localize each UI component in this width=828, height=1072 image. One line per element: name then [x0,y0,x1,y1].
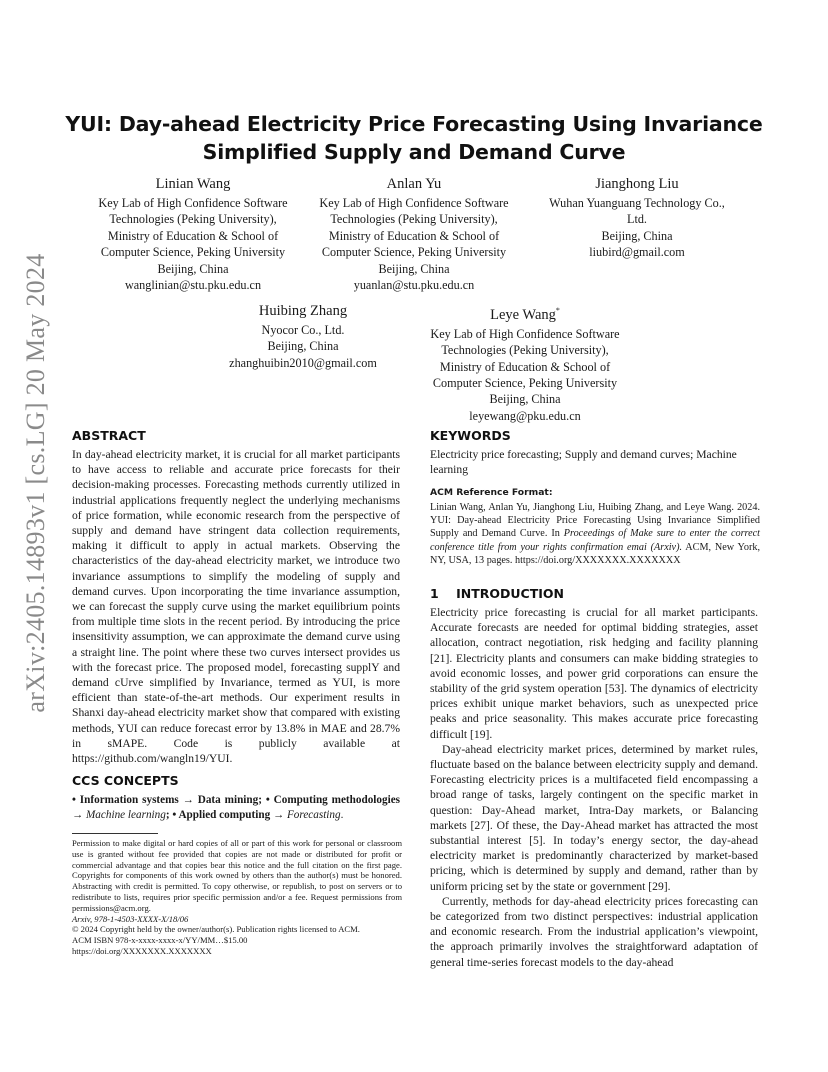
author-email: leyewang@pku.edu.cn [469,408,581,423]
arxiv-sidebar [0,0,50,1072]
affiliation-line: Key Lab of High Confidence Software [430,326,620,341]
author-email: yuanlan@stu.pku.edu.cn [353,278,475,293]
acm-reference-main: Linian Wang, Anlan Yu, Jianghong Liu, Huibing Zhang, and Leye Wang. 2024. YUI: Day-ahead Electricity Price Forecasting Using Invariance Simplified Supply and Demand Curve. In [430,502,760,540]
ccs-item: • Computing methodologies [265,794,401,806]
isbn-line: ACM ISBN 978-x-xxxx-xxxx-x/YY/MM…$15.00 [72,935,248,946]
author-name: Huibing Zhang [258,303,348,319]
author-email: zhanghuibin2010@gmail.com [229,355,377,370]
intro-paragraph: Electricity price forecasting is crucial for all market participants. Accurate forecasts are needed for optimal bidding strategies, asset allocation, contract negotiation, risk hedging and facility planning [21]. Electricity plants and consumers can make bidding strategies to avoid economic losses, and power grid corporations can ensure the stability of the grid system operation [53]. The dynamics of electricity prices exhibit unique market behaviors, such as unexpected price peaks and price seasonality. This makes accurate price forecasting difficult [19]. [430,606,758,741]
intro-paragraph: Day-ahead electricity market prices, determined by market rules, fluctuate based on the balance between electricity supply and demand. Forecasting electricity prices is a multifaceted field encompassing a broad range of tasks, largely contingent on the specific market in question: Day-Ahead market, Intra-Day markets, or Balancing markets [27]. Of these, the Day-Ahead market has attracted the most substantial interest [5]. In today’s energy sector, the day-ahead electricity market is predominantly characterized by market-based pricing, which is determined by supply and demand, rather than by uniform pricing set by the state or government [29]. [430,742,758,893]
affiliation-line: Computer Science, Peking University [432,376,618,391]
affiliation-line: Key Lab of High Confidence Software [319,196,509,210]
affiliation-line: Ministry of Education & School of [107,228,279,243]
title-line-1: YUI: Day-ahead Electricity Price Forecasting Using Invariance [65,112,763,136]
author-name: Anlan Yu [386,176,442,192]
arxiv-identifier: arXiv:2405.14893v1 [cs.LG] 20 May 2024 [21,253,50,713]
intro-paragraph: Currently, methods for day-ahead electricity prices forecasting can be categorized from two distinct perspectives: industrial application and economic research. From the industrial application’s viewpoint, the approach primarily involves the straightforward adaptation of general time-series forecast models to the day-ahead [430,894,758,969]
acm-reference-text [430,501,760,567]
introduction-heading: 1 INTRODUCTION [430,586,564,601]
affiliation-line: Ltd. [627,212,647,227]
author-block [82,174,304,293]
permission-notice [72,838,402,957]
arrow-icon: → [72,809,86,822]
ccs-subitem: Machine learning [85,809,166,822]
author-block [192,301,414,371]
affiliation-line: Beijing, China [489,392,561,407]
author-name-line [414,301,636,325]
affiliation-line: Ministry of Education & School of [328,228,500,243]
affiliation-line: Technologies (Peking University), [109,212,277,227]
footnote-divider [72,833,158,834]
keywords-text: Electricity price forecasting; Supply and demand curves; Machine learning [430,448,737,477]
abstract-text: In day-ahead electricity market, it is crucial for all market participants to have access to reliable and accurate price forecasts for their decision-making processes. Forecasting methods currently utilized in industrial applications frequently neglect the underlying mechanisms of price formation, while economic research from the perspective of supply and demand have stringent data collection requirements, making it difficult to apply in actual markets. Observing the characteristics of the day-ahead electricity market, we introduce two invariance assumptions to simplify the modeling of supply and demand curves. Upon incorporating the time invariance assumption, we can forecast the supply curve using the market equilibrium points from multiple time slots in the recent period. By introducing the price insensitivity assumption, we can approximate the demand curve using a straight line. The point where these two curves intersect provides us with the forecast price. The proposed model, forecasting supplY and demand cUrve simplified by Invariance, termed as YUI, is more efficient than state-of-the-art methods. Our experiment results in Shanxi day-ahead electricity market show that compared with existing methods, YUI can reduce forecast error by 13.8% in MAE and 28.7% in sMAPE. Code is publicly available at https://github.com/wangln19/YUI. [72,448,400,766]
affiliation-line: Key Lab of High Confidence Software [98,196,288,210]
affiliation-line: Ministry of Education & School of [439,359,611,374]
author-name: Linian Wang [155,176,231,192]
ccs-subitem: Forecasting [286,809,341,822]
conference-info: Arxiv, 978-1-4503-XXXX-X/18/06 [72,913,189,924]
author-name: Leye Wang [490,306,556,323]
doi-line: https://doi.org/XXXXXXX.XXXXXXX [72,945,212,956]
affiliation-line: Technologies (Peking University), [330,212,498,227]
affiliation-line: Technologies (Peking University), [441,343,609,358]
author-block [303,174,525,293]
arrow-icon: → [270,809,287,822]
affiliation-line: Beijing, China [157,261,229,276]
acm-reference-tail: ACM, New York, NY, USA, 13 pages. https://doi.org/XXXXXXX.XXXXXXX [430,541,760,566]
acm-reference-heading: ACM Reference Format: [430,487,553,498]
author-email: wanglinian@stu.pku.edu.cn [124,278,262,293]
author-name: Jianghong Liu [595,176,679,192]
ccs-item: • Information systems → Data mining; [72,794,262,806]
ccs-end: . [340,809,344,822]
author-block [414,301,636,424]
paper-title [60,110,768,166]
author-email: liubird@gmail.com [589,245,685,260]
corresponding-mark: * [555,306,560,315]
affiliation-line: Beijing, China [601,228,673,243]
keywords-heading: KEYWORDS [430,428,511,443]
affiliation-line: Computer Science, Peking University [100,245,286,260]
affiliation-line: Computer Science, Peking University [321,245,507,260]
acm-reference-venue: Proceedings of Make sure to enter the correct conference title from your rights confirmation emai (Arxiv). [430,528,760,553]
introduction-body [430,605,758,970]
affiliation-line: Beijing, China [378,261,450,276]
ccs-heading: CCS CONCEPTS [72,773,179,788]
title-line-2: Simplified Supply and Demand Curve [202,140,626,164]
affiliation-line: Wuhan Yuanguang Technology Co., [549,196,725,210]
ccs-item: ; • Applied computing [165,809,271,822]
ccs-concepts [72,793,400,823]
permission-text: Permission to make digital or hard copies of all or part of this work for personal or classroom use is granted without fee provided that copies are not made or distributed for profit or commercial advantage and that copies bear this notice and the full citation on the first page. Copyrights for components of this work owned by others than the author(s) must be honored. Abstracting with credit is permitted. To copy otherwise, or republish, to post on servers or to redistribute to lists, requires prior specific permission and/or a fee. Request permissions from permissions@acm.org. [72,838,402,913]
abstract-heading: ABSTRACT [72,428,146,443]
affiliation-line: Beijing, China [267,339,339,354]
copyright-line: © 2024 Copyright held by the owner/author(s). Publication rights licensed to ACM. [72,924,360,935]
author-block [527,174,747,261]
affiliation-line: Nyocor Co., Ltd. [261,323,345,337]
